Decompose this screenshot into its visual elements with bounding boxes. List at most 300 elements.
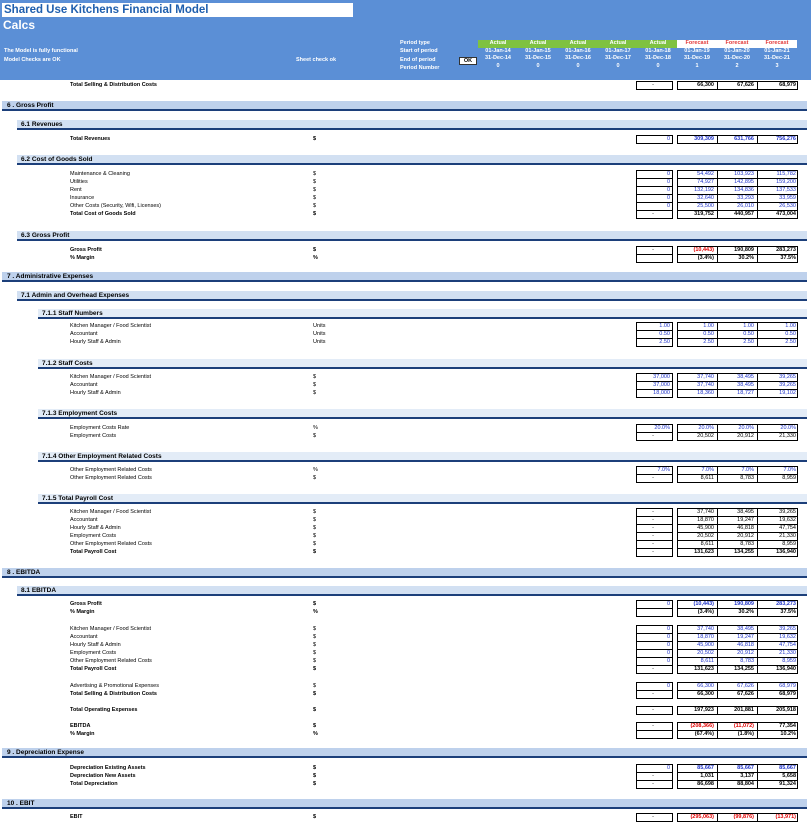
row-label: Hourly Staff & Admin	[70, 390, 121, 396]
row-unit: $	[313, 136, 317, 142]
value-actual: 0	[666, 650, 670, 656]
value-forecast-2: 20,912	[737, 533, 754, 539]
value-forecast-2: 8,783	[740, 475, 754, 481]
row-unit: $	[313, 814, 317, 820]
row-unit: $	[313, 382, 317, 388]
value-actual: -	[652, 723, 654, 729]
value-actual: -	[652, 433, 654, 439]
section-header: 7.1.3 Employment Costs	[38, 409, 807, 419]
value-forecast-3: 39,265	[779, 509, 796, 515]
value-actual: -	[652, 707, 654, 713]
value-cell-actual	[636, 608, 673, 617]
period-type-label: Period type	[400, 40, 430, 46]
period-start: 01-Jan-14	[485, 47, 511, 54]
value-forecast-2: 8,783	[740, 658, 754, 664]
period-column-1	[478, 40, 518, 70]
value-forecast-2: 26,010	[737, 203, 754, 209]
value-forecast-3: 85,667	[779, 765, 796, 771]
value-forecast-3: 1.00	[785, 323, 796, 329]
period-column-6	[677, 40, 717, 70]
value-forecast-3: 19,632	[779, 517, 796, 523]
value-forecast-1: 85,667	[697, 765, 714, 771]
value-forecast-2: 85,667	[737, 765, 754, 771]
period-type: Actual	[638, 40, 678, 48]
value-forecast-3: 8,959	[782, 541, 796, 547]
row-unit: $	[313, 475, 317, 481]
period-end: 31-Dec-17	[605, 55, 631, 61]
value-forecast-1: 32,640	[697, 195, 714, 201]
value-actual: -	[652, 247, 654, 253]
value-forecast-3: 10.2%	[780, 731, 796, 737]
value-forecast-1: 8,611	[700, 541, 714, 547]
value-actual: -	[652, 82, 654, 88]
value-forecast-3: 21,330	[779, 650, 796, 656]
value-forecast-2: (1.8%)	[737, 731, 754, 737]
row-unit: $	[313, 390, 317, 396]
value-forecast-3: 68,979	[779, 82, 796, 88]
row-label: Accountant	[70, 331, 98, 337]
start-of-period-label: Start of period	[400, 48, 438, 54]
value-forecast-3: 159,200	[776, 179, 796, 185]
value-actual: 0	[666, 626, 670, 632]
value-forecast-2: 46,818	[737, 642, 754, 648]
period-number: 3	[775, 62, 779, 69]
value-forecast-3: 20.0%	[780, 425, 796, 431]
row-label: Gross Profit	[70, 601, 102, 607]
value-actual: -	[652, 541, 654, 547]
row-label: Advertising & Promotional Expenses	[70, 683, 159, 689]
row-unit: %	[313, 609, 318, 615]
row-label: Total Selling & Distribution Costs	[70, 691, 157, 697]
section-header: 7 . Administrative Expenses	[2, 272, 807, 282]
value-forecast-2: 30.2%	[738, 609, 754, 615]
row-label: Employment Costs	[70, 433, 117, 439]
value-forecast-2: 67,626	[737, 683, 754, 689]
row-label: Hourly Staff & Admin	[70, 642, 121, 648]
value-forecast-3: 21,330	[779, 433, 796, 439]
row-label: % Margin	[70, 255, 95, 261]
section-header: 6.1 Revenues	[17, 120, 807, 130]
period-end: 31-Dec-21	[764, 55, 790, 61]
value-forecast-2: 2.50	[743, 339, 754, 345]
value-forecast-3: 5,658	[782, 773, 796, 779]
value-actual: 0	[666, 601, 670, 607]
period-end: 31-Dec-20	[724, 55, 750, 61]
value-forecast-1: 20,502	[697, 533, 714, 539]
value-forecast-2: 19,247	[737, 634, 754, 640]
value-forecast-1: 197,923	[694, 707, 714, 713]
period-type: Forecast	[677, 40, 717, 48]
value-forecast-1: 8,611	[700, 475, 714, 481]
row-label: Maintenance & Cleaning	[70, 171, 130, 177]
row-unit: $	[313, 549, 317, 555]
row-unit: $	[313, 601, 317, 607]
row-label: Depreciation New Assets	[70, 773, 136, 779]
value-forecast-1: (208,366)	[690, 723, 714, 729]
value-actual: 20.0%	[654, 425, 670, 431]
value-forecast-2: 7.0%	[741, 467, 754, 473]
value-actual: 0	[666, 634, 670, 640]
period-start: 01-Jan-15	[525, 47, 551, 54]
period-number: 1	[695, 62, 699, 69]
period-column-3	[558, 40, 598, 70]
row-label: Employment Costs	[70, 650, 117, 656]
row-unit: $	[313, 171, 317, 177]
value-forecast-3: 26,530	[779, 203, 796, 209]
period-start: 01-Jan-19	[684, 47, 710, 54]
period-number: 2	[735, 62, 739, 69]
value-actual: -	[652, 533, 654, 539]
value-forecast-2: 134,255	[734, 666, 754, 672]
value-actual: 0	[666, 187, 670, 193]
value-actual: 18,000	[653, 390, 670, 396]
value-forecast-2: 33,293	[737, 195, 754, 201]
value-cell-actual	[636, 254, 673, 263]
section-header: 7.1.5 Total Payroll Cost	[38, 494, 807, 504]
value-forecast-3: 91,324	[779, 781, 796, 787]
row-unit: $	[313, 247, 317, 253]
value-actual: 0	[666, 171, 670, 177]
section-header: 7.1.4 Other Employment Related Costs	[38, 452, 807, 462]
period-column-4	[598, 40, 638, 70]
row-unit: %	[313, 467, 318, 473]
row-unit: $	[313, 723, 317, 729]
section-header: 10 . EBIT	[2, 799, 807, 809]
value-forecast-1: (10,443)	[693, 247, 714, 253]
value-forecast-2: 38,495	[737, 374, 754, 380]
value-forecast-2: 20.0%	[738, 425, 754, 431]
period-start: 01-Jan-17	[605, 47, 631, 54]
value-actual: -	[652, 549, 654, 555]
value-actual: -	[652, 211, 654, 217]
value-forecast-3: 39,265	[779, 382, 796, 388]
value-actual: 0	[666, 765, 670, 771]
value-cell-actual	[636, 730, 673, 739]
value-actual: 0	[666, 195, 670, 201]
value-forecast-1: 20,502	[697, 650, 714, 656]
value-forecast-3: 756,276	[776, 136, 796, 142]
value-forecast-2: 46,818	[737, 525, 754, 531]
value-forecast-2: 18,727	[737, 390, 754, 396]
row-label: Employment Costs	[70, 533, 117, 539]
row-label: Total Depreciation	[70, 781, 118, 787]
value-actual: -	[652, 781, 654, 787]
value-forecast-1: 2.50	[703, 339, 714, 345]
value-forecast-2: 67,626	[737, 82, 754, 88]
row-label: Depreciation Existing Assets	[70, 765, 146, 771]
value-actual: 0	[666, 642, 670, 648]
value-forecast-1: (67.4%)	[694, 731, 714, 737]
row-label: Other Costs (Security, Wifi, Licenses)	[70, 203, 161, 209]
value-actual: 2.50	[659, 339, 670, 345]
value-forecast-1: 131,623	[694, 549, 714, 555]
value-forecast-3: 37.5%	[780, 609, 796, 615]
value-forecast-1: (10,443)	[693, 601, 714, 607]
value-forecast-2: 190,809	[734, 247, 754, 253]
period-type: Forecast	[717, 40, 757, 48]
period-end: 31-Dec-19	[684, 55, 710, 61]
row-label: Accountant	[70, 517, 98, 523]
value-actual: 1.00	[659, 323, 670, 329]
value-actual: -	[652, 666, 654, 672]
value-forecast-3: 283,273	[776, 601, 796, 607]
value-forecast-3: 47,754	[779, 642, 796, 648]
row-label: Insurance	[70, 195, 95, 201]
section-header: 7.1.2 Staff Costs	[38, 359, 807, 369]
section-header: 6.3 Gross Profit	[17, 231, 807, 241]
section-header: 8.1 EBITDA	[17, 586, 807, 596]
row-unit: $	[313, 634, 317, 640]
value-forecast-1: 0.50	[703, 331, 714, 337]
sheet-check-label: Sheet check ok	[296, 57, 337, 63]
value-forecast-3: 205,918	[776, 707, 796, 713]
row-unit: $	[313, 374, 317, 380]
value-forecast-1: 18,870	[697, 517, 714, 523]
row-unit: $	[313, 683, 317, 689]
value-forecast-3: 7.0%	[783, 467, 796, 473]
period-start: 01-Jan-16	[565, 47, 591, 54]
row-label: Kitchen Manager / Food Scientist	[70, 323, 152, 329]
row-unit: Units	[313, 331, 326, 337]
row-label: Utilities	[70, 179, 88, 185]
row-unit: $	[313, 773, 317, 779]
value-actual: 37,000	[653, 382, 670, 388]
value-actual: -	[652, 814, 654, 820]
period-type: Forecast	[757, 40, 797, 48]
model-title: Shared Use Kitchens Financial Model	[2, 3, 353, 17]
row-unit: $	[313, 533, 317, 539]
value-forecast-2: 0.50	[743, 331, 754, 337]
value-forecast-3: 33,959	[779, 195, 796, 201]
period-number: 0	[656, 62, 660, 69]
row-unit: $	[313, 187, 317, 193]
value-forecast-3: 473,004	[776, 211, 796, 217]
value-actual: 0	[666, 658, 670, 664]
value-forecast-3: 8,959	[782, 658, 796, 664]
value-actual: 0	[666, 203, 670, 209]
value-forecast-2: (99,876)	[733, 814, 754, 820]
row-unit: $	[313, 781, 317, 787]
value-forecast-3: 136,940	[776, 549, 796, 555]
value-forecast-1: 20,502	[697, 433, 714, 439]
row-label: Other Employment Related Costs	[70, 475, 152, 481]
period-number: 0	[616, 62, 620, 69]
row-label: Total Selling & Distribution Costs	[70, 82, 157, 88]
row-label: Accountant	[70, 382, 98, 388]
value-forecast-3: 68,979	[779, 691, 796, 697]
value-forecast-2: 38,495	[737, 382, 754, 388]
row-label: Rent	[70, 187, 82, 193]
value-forecast-3: 39,265	[779, 626, 796, 632]
value-forecast-2: 134,255	[734, 549, 754, 555]
period-column-7	[717, 40, 757, 70]
value-forecast-3: (13,971)	[775, 814, 796, 820]
value-forecast-3: 0.50	[785, 331, 796, 337]
section-header: 7.1.1 Staff Numbers	[38, 309, 807, 319]
value-forecast-2: 38,495	[737, 626, 754, 632]
value-forecast-1: (3.4%)	[697, 255, 714, 261]
value-actual: -	[652, 691, 654, 697]
value-forecast-1: 8,611	[700, 658, 714, 664]
row-label: Hourly Staff & Admin	[70, 339, 121, 345]
value-actual: 0	[666, 179, 670, 185]
value-forecast-3: 19,632	[779, 634, 796, 640]
period-column-8	[757, 40, 797, 70]
row-label: Other Employment Related Costs	[70, 541, 152, 547]
value-forecast-3: 2.50	[785, 339, 796, 345]
row-unit: $	[313, 211, 317, 217]
value-actual: -	[652, 773, 654, 779]
row-unit: $	[313, 203, 317, 209]
value-forecast-1: (295,063)	[690, 814, 714, 820]
row-unit: $	[313, 691, 317, 697]
period-end: 31-Dec-14	[485, 55, 511, 61]
value-forecast-3: 47,754	[779, 525, 796, 531]
row-label: Total Revenues	[70, 136, 111, 142]
value-forecast-2: 20,912	[737, 650, 754, 656]
period-end: 31-Dec-15	[525, 55, 551, 61]
row-label: Other Employment Related Costs	[70, 658, 152, 664]
row-label: Hourly Staff & Admin	[70, 525, 121, 531]
value-actual: -	[652, 475, 654, 481]
value-forecast-3: 283,273	[776, 247, 796, 253]
period-end: 31-Dec-18	[645, 55, 671, 61]
row-label: Total Cost of Goods Sold	[70, 211, 136, 217]
row-unit: $	[313, 666, 317, 672]
value-forecast-1: 37,740	[697, 509, 714, 515]
value-forecast-3: 115,782	[776, 171, 796, 177]
row-label: Total Payroll Cost	[70, 666, 117, 672]
value-forecast-1: 66,300	[697, 683, 714, 689]
value-forecast-2: 88,804	[737, 781, 754, 787]
period-column-2	[518, 40, 558, 70]
section-header: 6.2 Cost of Goods Sold	[17, 155, 807, 165]
value-forecast-2: 3,137	[740, 773, 754, 779]
period-type: Actual	[598, 40, 638, 48]
row-unit: $	[313, 179, 317, 185]
value-forecast-1: 319,752	[694, 211, 714, 217]
value-forecast-1: 86,698	[697, 781, 714, 787]
value-forecast-3: 137,533	[776, 187, 796, 193]
value-forecast-1: 7.0%	[701, 467, 714, 473]
value-forecast-2: 67,626	[737, 691, 754, 697]
row-label: Other Employment Related Costs	[70, 467, 152, 473]
value-forecast-1: 131,623	[694, 666, 714, 672]
value-forecast-2: 20,912	[737, 433, 754, 439]
value-forecast-2: 38,495	[737, 509, 754, 515]
value-forecast-2: 19,247	[737, 517, 754, 523]
row-label: % Margin	[70, 731, 95, 737]
ok-flag: OK	[459, 57, 477, 65]
value-forecast-3: 136,940	[776, 666, 796, 672]
value-forecast-3: 39,265	[779, 374, 796, 380]
period-type: Actual	[478, 40, 518, 48]
section-header: 7.1 Admin and Overhead Expenses	[17, 291, 807, 301]
value-forecast-1: 54,492	[697, 171, 714, 177]
value-actual: -	[652, 525, 654, 531]
value-actual: 0.50	[659, 331, 670, 337]
row-unit: $	[313, 707, 317, 713]
row-label: % Margin	[70, 609, 95, 615]
row-label: Employment Costs Rate	[70, 425, 130, 431]
value-forecast-2: 190,809	[734, 601, 754, 607]
value-forecast-1: 18,870	[697, 634, 714, 640]
row-unit: $	[313, 626, 317, 632]
value-forecast-1: 66,300	[697, 82, 714, 88]
section-header: 6 . Gross Profit	[2, 101, 807, 111]
section-header: 8 . EBITDA	[2, 568, 807, 578]
period-start: 01-Jan-18	[645, 47, 671, 54]
value-actual: 37,000	[653, 374, 670, 380]
row-unit: %	[313, 255, 318, 261]
value-forecast-3: 21,330	[779, 533, 796, 539]
row-label: Total Payroll Cost	[70, 549, 117, 555]
value-forecast-1: 66,300	[697, 691, 714, 697]
value-forecast-1: 37,740	[697, 374, 714, 380]
row-unit: Units	[313, 323, 326, 329]
value-forecast-1: 74,927	[697, 179, 714, 185]
value-forecast-1: 132,192	[694, 187, 714, 193]
period-number: 0	[496, 62, 500, 69]
row-unit: $	[313, 642, 317, 648]
model-checks-note: Model Checks are OK	[4, 57, 61, 63]
period-number: 0	[536, 62, 540, 69]
value-forecast-3: 77,354	[779, 723, 796, 729]
row-unit: $	[313, 433, 317, 439]
row-label: EBITDA	[70, 723, 91, 729]
period-number-label: Period Number	[400, 65, 440, 71]
row-unit: $	[313, 541, 317, 547]
value-forecast-2: 30.2%	[738, 255, 754, 261]
row-unit: $	[313, 650, 317, 656]
period-type: Actual	[558, 40, 598, 48]
value-actual: 0	[666, 683, 670, 689]
value-forecast-1: 25,500	[697, 203, 714, 209]
value-actual: 7.0%	[657, 467, 670, 473]
row-unit: $	[313, 525, 317, 531]
value-forecast-1: 45,900	[697, 642, 714, 648]
row-unit: %	[313, 425, 318, 431]
value-actual: -	[652, 517, 654, 523]
row-label: Kitchen Manager / Food Scientist	[70, 374, 152, 380]
value-forecast-1: 37,740	[697, 382, 714, 388]
row-unit: $	[313, 509, 317, 515]
row-unit: Units	[313, 339, 326, 345]
value-actual: 0	[666, 136, 670, 142]
row-label: EBIT	[70, 814, 83, 820]
value-forecast-2: 201,881	[734, 707, 754, 713]
value-forecast-2: 103,923	[734, 171, 754, 177]
period-column-5	[638, 40, 678, 70]
end-of-period-label: End of period	[400, 57, 436, 63]
period-number: 0	[576, 62, 580, 69]
row-unit: $	[313, 195, 317, 201]
value-forecast-3: 8,959	[782, 475, 796, 481]
value-forecast-2: (11,072)	[733, 723, 754, 729]
row-unit: $	[313, 658, 317, 664]
period-type: Actual	[518, 40, 558, 48]
value-forecast-2: 440,957	[734, 211, 754, 217]
value-forecast-2: 631,766	[734, 136, 754, 142]
value-forecast-1: 309,309	[694, 136, 714, 142]
value-forecast-2: 1.00	[743, 323, 754, 329]
value-forecast-1: 45,900	[697, 525, 714, 531]
row-unit: $	[313, 765, 317, 771]
value-forecast-1: (3.4%)	[697, 609, 714, 615]
row-label: Accountant	[70, 634, 98, 640]
row-label: Total Operating Expenses	[70, 707, 138, 713]
value-actual: -	[652, 509, 654, 515]
